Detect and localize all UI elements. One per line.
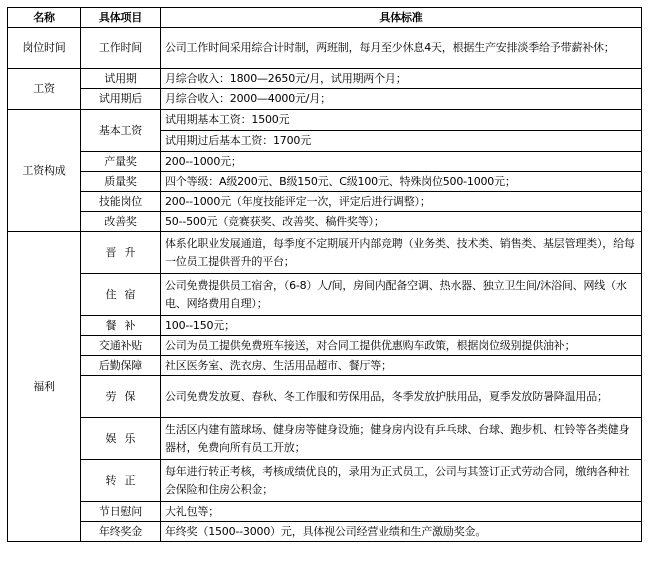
- table-row: [8, 274, 642, 316]
- benefits-table: [7, 7, 642, 542]
- item-cell: 改善奖: [81, 212, 161, 232]
- standard-cell: 月综合收入：2000—4000元/月；: [161, 89, 642, 110]
- table-row: [8, 28, 642, 69]
- item-cell: 试用期: [81, 69, 161, 89]
- item-cell: 节日慰问: [81, 502, 161, 522]
- item-cell: 劳保: [81, 376, 161, 418]
- item-cell: 后勤保障: [81, 356, 161, 376]
- header-row: [8, 8, 642, 28]
- table-row: [8, 152, 642, 172]
- item-cell: 质量奖: [81, 172, 161, 192]
- standard-cell: 50--500元（竞赛获奖、改善奖、稿件奖等）；: [161, 212, 642, 232]
- standard-cell: 公司免费发放夏、春秋、冬工作服和劳保用品，冬季发放护肤用品，夏季发放防暑降温用品；: [161, 376, 642, 418]
- header-standard: 具体标准: [161, 8, 642, 28]
- item-cell: 技能岗位: [81, 192, 161, 212]
- table-row: [8, 232, 642, 274]
- standard-cell: 体系化职业发展通道，每季度不定期展开内部竞聘（业务类、技术类、销售类、基层管理类），给每一位员工提供晋升的平台；: [161, 232, 642, 274]
- table-row: [8, 356, 642, 376]
- item-cell: 娱乐: [81, 418, 161, 460]
- header-item: 具体项目: [81, 8, 161, 28]
- table-row: [8, 212, 642, 232]
- standard-cell: 试用期基本工资：1500元: [161, 110, 642, 131]
- benefits-table-container: [7, 7, 642, 542]
- table-row: [8, 316, 642, 336]
- standard-cell: 200--1000元；: [161, 152, 642, 172]
- category-cell: 工资: [8, 69, 81, 110]
- standard-cell: 公司为员工提供免费班车接送，对合同工提供优惠购车政策，根据岗位级别提供油补；: [161, 336, 642, 356]
- item-cell: 试用期后: [81, 89, 161, 110]
- table-row: [8, 192, 642, 212]
- category-cell: 岗位时间: [8, 28, 81, 69]
- standard-cell: 公司免费提供员工宿舍，（6-8）人/间，房间内配备空调、热水器、独立卫生间/沐浴间、网线（水电、网络费用自理）；: [161, 274, 642, 316]
- table-row: [8, 336, 642, 356]
- item-cell: 交通补贴: [81, 336, 161, 356]
- standard-cell: 每年进行转正考核，考核成绩优良的，录用为正式员工，公司与其签订正式劳动合同，缴纳各种社会保险和住房公积金；: [161, 460, 642, 502]
- item-cell: 基本工资: [81, 110, 161, 152]
- item-cell: 产量奖: [81, 152, 161, 172]
- table-row: [8, 460, 642, 502]
- standard-cell: 生活区内建有篮球场、健身房等健身设施；健身房内设有乒乓球、台球、跑步机、杠铃等各类健身器材，免费向所有员工开放；: [161, 418, 642, 460]
- table-row: [8, 89, 642, 110]
- header-name: 名称: [8, 8, 81, 28]
- table-row: [8, 376, 642, 418]
- standard-cell: 社区医务室、洗衣房、生活用品超市、餐厅等；: [161, 356, 642, 376]
- table-row: [8, 110, 642, 131]
- table-row: [8, 502, 642, 522]
- table-row: [8, 69, 642, 89]
- item-cell: 晋升: [81, 232, 161, 274]
- item-cell: 转正: [81, 460, 161, 502]
- standard-cell: 100--150元；: [161, 316, 642, 336]
- standard-cell: 200--1000元（年度技能评定一次，评定后进行调整）；: [161, 192, 642, 212]
- standard-cell: 试用期过后基本工资：1700元: [161, 131, 642, 152]
- item-cell: 餐补: [81, 316, 161, 336]
- category-cell: 福利: [8, 232, 81, 542]
- table-row: [8, 172, 642, 192]
- table-row: [8, 522, 642, 542]
- standard-cell: 月综合收入：1800—2650元/月，试用期两个月；: [161, 69, 642, 89]
- standard-cell: 公司工作时间采用综合计时制，两班制，每月至少休息4天，根据生产安排淡季给予带薪补休；: [161, 28, 642, 69]
- item-cell: 住宿: [81, 274, 161, 316]
- standard-cell: 年终奖（1500--3000）元，具体视公司经营业绩和生产激励奖金。: [161, 522, 642, 542]
- standard-cell: 四个等级：A级200元、B级150元、C级100元、特殊岗位500-1000元；: [161, 172, 642, 192]
- table-row: [8, 418, 642, 460]
- item-cell: 工作时间: [81, 28, 161, 69]
- item-cell: 年终奖金: [81, 522, 161, 542]
- standard-cell: 大礼包等；: [161, 502, 642, 522]
- category-cell: 工资构成: [8, 110, 81, 232]
